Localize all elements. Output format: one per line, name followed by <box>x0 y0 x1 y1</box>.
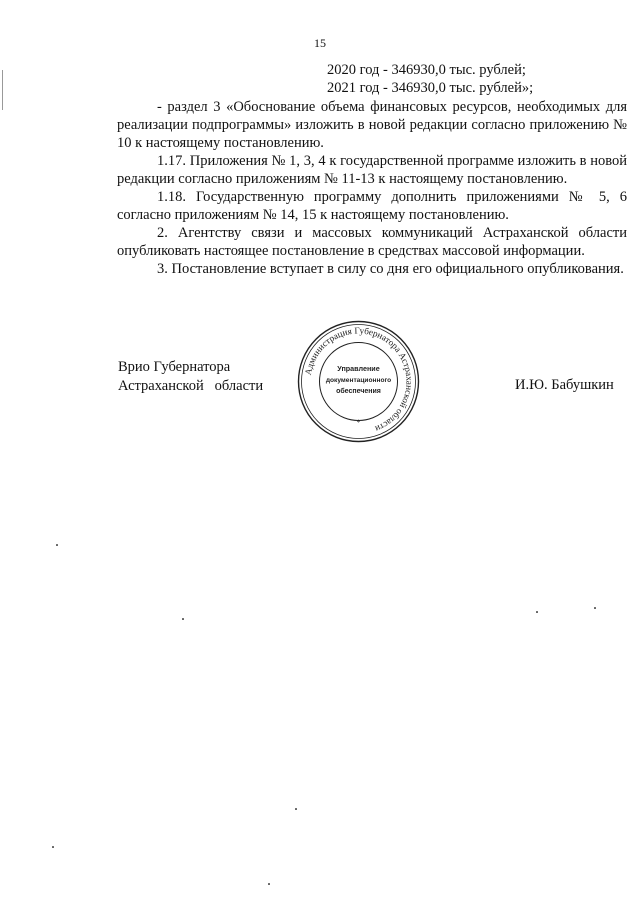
scan-speck <box>56 544 58 546</box>
paragraph-section-3: - раздел 3 «Обоснование объема финансовых ресурсов, необходимых для реализации подпрограммы» изложить в новой редакции согласно приложению № 10 к настоящему постановлению. <box>117 99 627 151</box>
scan-speck <box>536 611 538 613</box>
paragraph-1-18: 1.18. Государственную программу дополнить приложениями № 5, 6 согласно приложениям № 14, 15 к настоящему постановлению. <box>117 189 627 223</box>
signer-name: И.Ю. Бабушкин <box>515 377 614 393</box>
signer-title <box>118 358 263 396</box>
scan-edge-mark <box>2 70 3 110</box>
signer-title-line1: Врио Губернатора <box>118 359 231 375</box>
seal-center-line1: Управление <box>337 364 380 373</box>
document-body <box>117 98 627 278</box>
seal-center-line2: документационного <box>325 377 392 384</box>
scan-speck <box>295 808 297 810</box>
scan-speck <box>182 618 184 620</box>
budget-line-2020: 2020 год - 346930,0 тыс. рублей; <box>327 62 526 78</box>
paragraph-1-17: 1.17. Приложения № 1, 3, 4 к государственной программе изложить в новой редакции согласно приложениям № 11-13 к настоящему постановлению. <box>117 153 627 187</box>
scan-speck <box>268 883 270 885</box>
signer-title-line2: Астраханской области <box>118 378 264 394</box>
seal-center-line3: обеспечения <box>336 388 381 395</box>
budget-line-2021: 2021 год - 346930,0 тыс. рублей»; <box>327 80 534 96</box>
scan-speck <box>594 607 596 609</box>
seal-star: * <box>356 418 361 427</box>
official-seal <box>296 319 421 444</box>
scan-speck <box>52 846 54 848</box>
paragraph-2: 2. Агентству связи и массовых коммуникаций Астраханской области опубликовать настоящее постановление в средствах массовой информации. <box>117 225 627 259</box>
paragraph-3: 3. Постановление вступает в силу со дня его официального опубликования. <box>157 261 624 277</box>
page-number: 15 <box>314 36 326 50</box>
seal-ring-text: Администрация Губернатора Астраханской области <box>302 325 415 435</box>
